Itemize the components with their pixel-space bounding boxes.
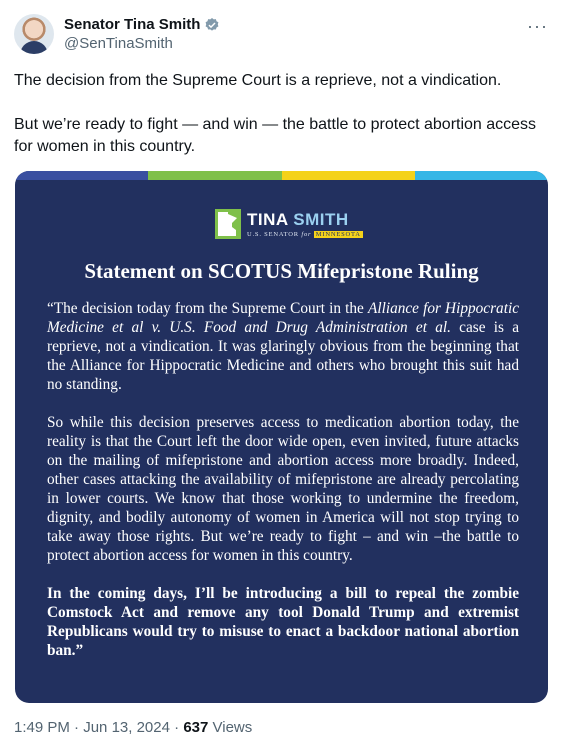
statement-text: “The decision today from the Supreme Court in the (47, 300, 368, 317)
statement-paragraph-1 (47, 299, 519, 394)
statement-body (47, 299, 519, 660)
stripe-green (148, 171, 281, 180)
verified-badge-icon (204, 17, 220, 33)
logo-first-name: TINA (247, 209, 289, 229)
logo-last-name: SMITH (293, 209, 349, 229)
statement-title: Statement on SCOTUS Mifepristone Ruling (84, 259, 479, 283)
color-stripes (15, 171, 548, 180)
senator-logo (215, 209, 363, 239)
logo-subtitle-for: for (301, 230, 312, 238)
avatar[interactable] (14, 14, 54, 54)
logo-subtitle-state: MINNESOTA (315, 230, 361, 238)
tweet-text (14, 70, 548, 158)
author-block (64, 16, 220, 52)
stripe-yellow (282, 171, 415, 180)
stripe-blue (15, 171, 148, 180)
statement-paragraph-2: So while this decision preserves access to medication abortion today, the reality is that the Court left the door wide open, even invited, future attacks on the mailing of mifepristone and abortion access more broadly. Indeed, other cases attacking the availability of mifepristone are already percolating in lower courts. We know that those working to undermine the freedom, dignity, and bodily autonomy of women in America will not stop trying to take away those rights. But we’re ready to fight – and win –the battle to protect abortion access for women in this country. (47, 414, 519, 564)
more-options-icon[interactable]: ··· (527, 16, 548, 36)
tweet-time[interactable]: 1:49 PM (14, 719, 70, 736)
logo-subtitle: U.S. SENATOR (247, 230, 299, 238)
tweet-image[interactable] (15, 171, 548, 703)
tweet-date[interactable]: Jun 13, 2024 (83, 719, 170, 736)
minnesota-state-icon (215, 209, 241, 239)
statement-text: case is a reprieve, not a vindication. It was glaringly obvious from the beginning that the Alliance for Hippocratic Medicine and others who brought this suit had no standing. (47, 319, 519, 393)
stripe-cyan (415, 171, 548, 180)
tweet-header (14, 14, 548, 58)
tweet-meta: 1:49 PM · Jun 13, 2024 · 637 Views (14, 719, 253, 736)
views-count: 637 (183, 719, 209, 736)
views-label: Views (212, 719, 253, 736)
tweet-paragraph: But we’re ready to fight — and win — the battle to protect abortion access for women in this country. (14, 116, 537, 155)
statement-paragraph-3: In the coming days, I’ll be introducing a bill to repeal the zombie Comstock Act and remove any tool Donald Trump and extremist Republicans would try to misuse to enact a backdoor national abortion ban.” (47, 585, 519, 659)
tweet-paragraph: The decision from the Supreme Court is a reprieve, not a vindication. (14, 72, 502, 89)
case-name: Alliance for Hippocratic Medicine et al v. U.S. Food and Drug Administration et al. (47, 300, 519, 336)
author-name[interactable]: Senator Tina Smith (64, 16, 201, 33)
author-handle[interactable]: @SenTinaSmith (64, 35, 173, 52)
